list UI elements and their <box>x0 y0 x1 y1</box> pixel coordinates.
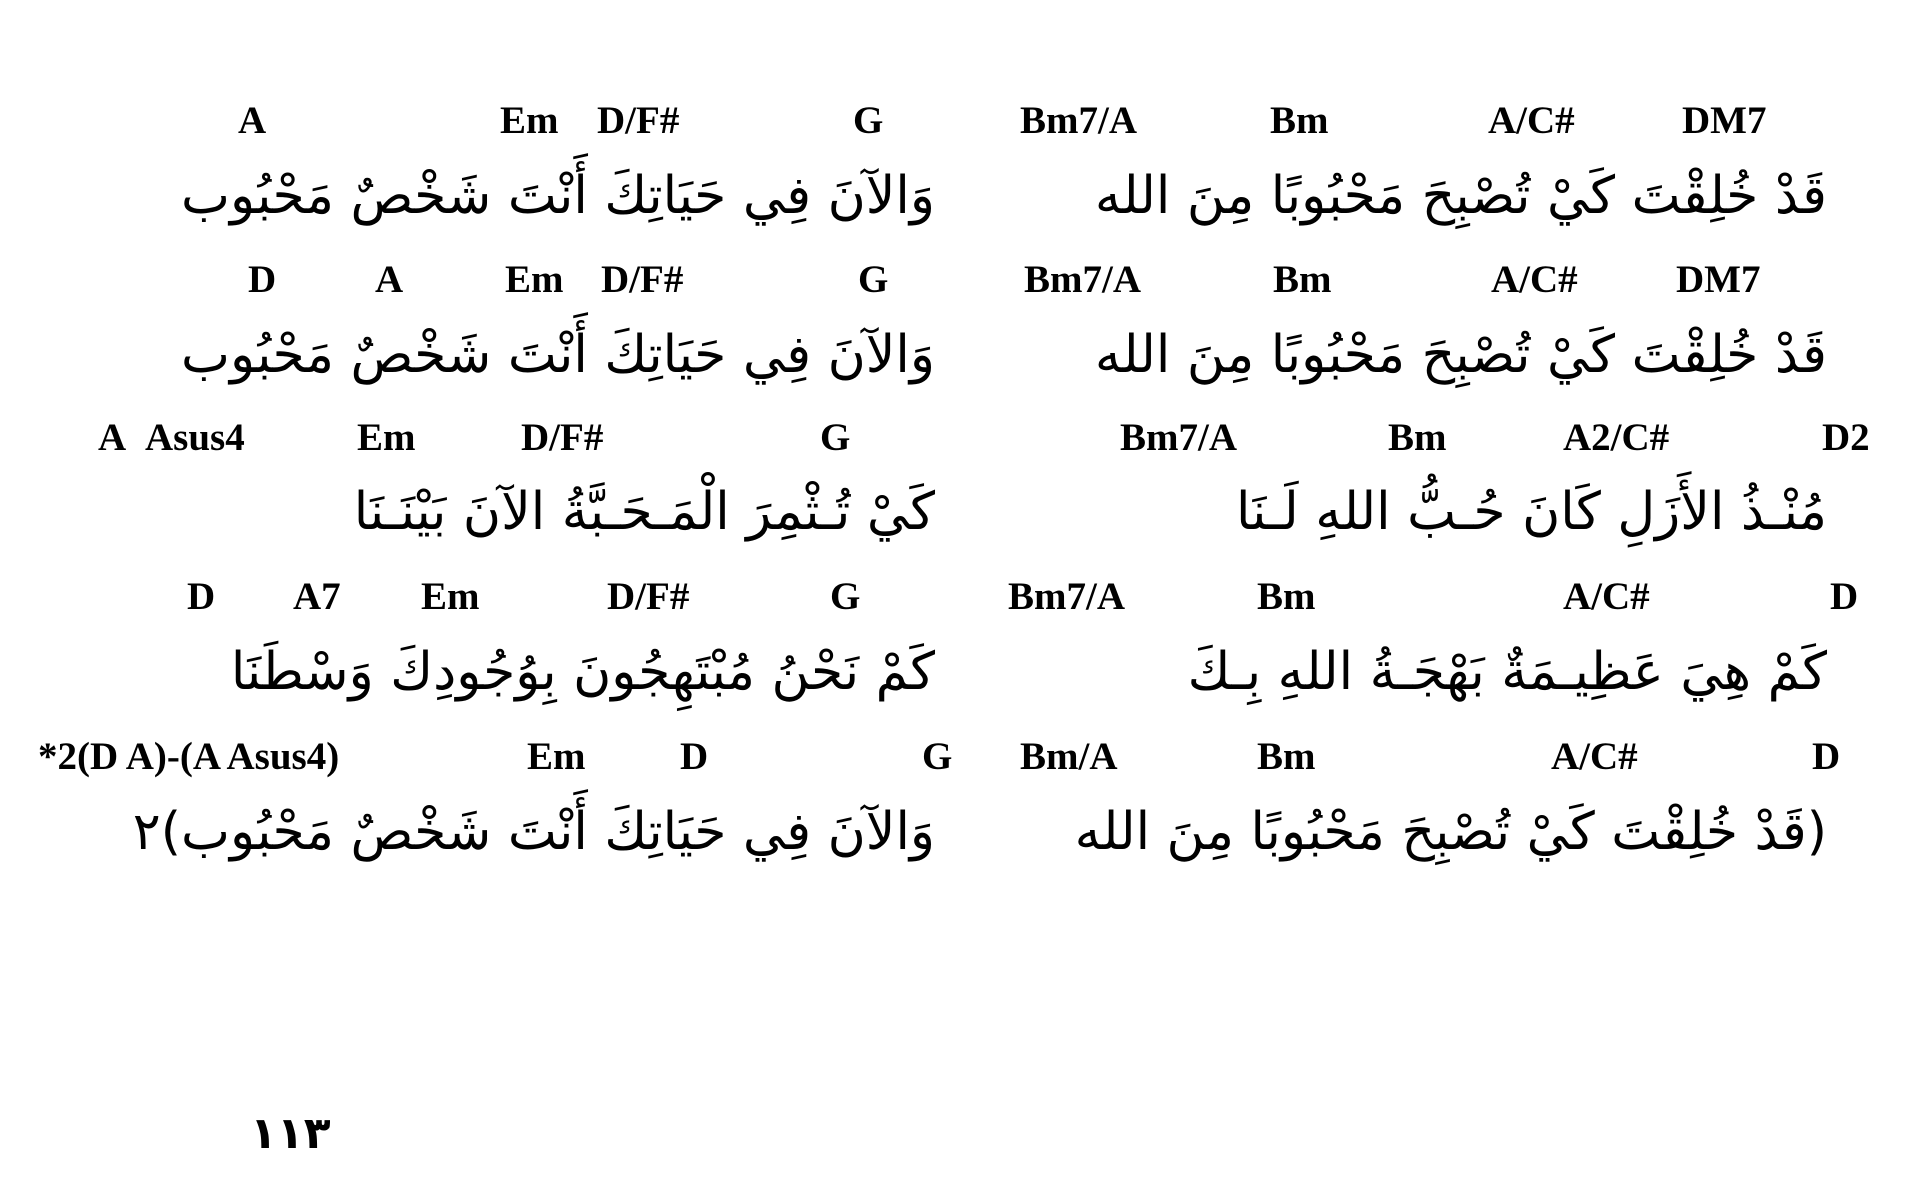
chord: A <box>375 258 404 301</box>
chord: G <box>820 416 851 459</box>
chord: D/F# <box>597 99 680 142</box>
chord: D <box>248 258 277 301</box>
chord: G <box>922 735 953 778</box>
chord: Bm7/A <box>1020 99 1137 142</box>
chord: A/C# <box>1551 735 1638 778</box>
chord: Bm7/A <box>1024 258 1141 301</box>
chord: DM7 <box>1676 258 1761 301</box>
chord: DM7 <box>1682 99 1767 142</box>
lyric-left: كَمْ نَحْنُ مُبْتَهِجُونَ بِوُجُودِكَ وَسْطَنَا <box>230 642 935 702</box>
chord: Em <box>421 575 480 618</box>
chord: D/F# <box>601 258 684 301</box>
chord: Bm <box>1257 575 1316 618</box>
lyric-left: وَالآنَ فِي حَيَاتِكَ أَنْتَ شَخْصٌ مَحْبُوب <box>181 166 935 226</box>
chord: Bm <box>1273 258 1332 301</box>
chord: Em <box>500 99 559 142</box>
chord: Bm/A <box>1020 735 1118 778</box>
chord: Bm7/A <box>1008 575 1125 618</box>
chord: A/C# <box>1491 258 1578 301</box>
chord: A/C# <box>1488 99 1575 142</box>
lyric-left: وَالآنَ فِي حَيَاتِكَ أَنْتَ شَخْصٌ مَحْبُوب <box>181 325 935 385</box>
chord: *2(D A)-(A Asus4) <box>38 735 340 778</box>
chord: D/F# <box>521 416 604 459</box>
chord: D2 <box>1822 416 1870 459</box>
lyric-left: كَيْ تُـثْمِرَ الْمَـحَـبَّةُ الآنَ بَيْنَـنَا <box>353 482 935 542</box>
chord: A/C# <box>1563 575 1650 618</box>
chord: Em <box>505 258 564 301</box>
chord: A <box>238 99 267 142</box>
chord: D <box>1812 735 1841 778</box>
chord: A2/C# <box>1563 416 1670 459</box>
chord: D <box>680 735 709 778</box>
lyric-right: (قَدْ خُلِقْتَ كَيْ تُصْبِحَ مَحْبُوبًا مِنَ الله <box>1074 802 1827 862</box>
chord: Bm <box>1388 416 1447 459</box>
chord: Bm7/A <box>1120 416 1237 459</box>
chord: Asus4 <box>145 416 245 459</box>
lyric-left: وَالآنَ فِي حَيَاتِكَ أَنْتَ شَخْصٌ مَحْبُوب)٢ <box>132 802 935 862</box>
chord: A <box>98 416 127 459</box>
chord: Bm <box>1257 735 1316 778</box>
chord: D/F# <box>607 575 690 618</box>
chord: Em <box>527 735 586 778</box>
chord: D <box>187 575 216 618</box>
lyric-right: قَدْ خُلِقْتَ كَيْ تُصْبِحَ مَحْبُوبًا مِنَ الله <box>1094 325 1827 385</box>
chord: D <box>1830 575 1859 618</box>
lyric-right: كَمْ هِيَ عَظِيـمَةٌ بَهْجَـةُ اللهِ بِـكَ <box>1187 642 1827 702</box>
page-number: ١١٣ <box>250 1108 331 1159</box>
chord: A7 <box>293 575 341 618</box>
chord: Em <box>357 416 416 459</box>
chord: G <box>853 99 884 142</box>
chord: G <box>830 575 861 618</box>
lyric-right: قَدْ خُلِقْتَ كَيْ تُصْبِحَ مَحْبُوبًا مِنَ الله <box>1094 166 1827 226</box>
chord: Bm <box>1270 99 1329 142</box>
lyric-right: مُنْـذُ الأَزَلِ كَانَ حُـبُّ اللهِ لَـنَا <box>1236 482 1827 542</box>
chord: G <box>858 258 889 301</box>
